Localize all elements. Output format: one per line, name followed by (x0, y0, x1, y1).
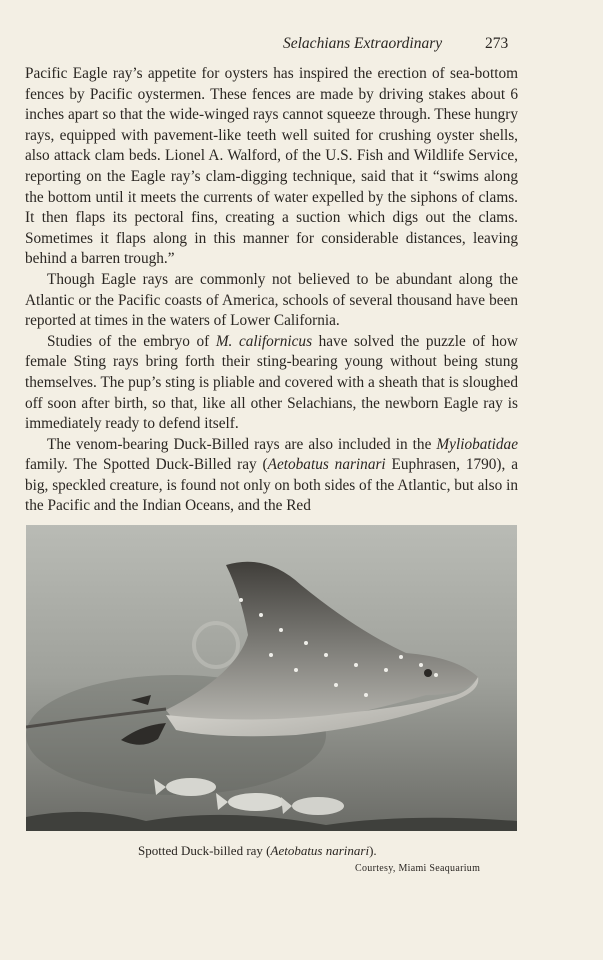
ray-photo-illustration (26, 525, 517, 831)
photograph-spotted-duck-billed-ray (26, 525, 517, 831)
body-paragraph (25, 435, 518, 517)
text-run: Pacific Eagle ray’s appetite for oysters has inspired the erection of sea-bottom fences by Pacific oystermen. These fences are made by driving stakes about 6 inches apart so that the wide-winged rays cannot squeeze through. These hungry rays, equipped with pavement-like teeth well suited for crushing oyster shells, also attack clam beds. Lionel A. Walford, of the U.S. Fish and Wildlife Service, reporting on the Eagle ray’s clam-digging technique, said that it “swims along the bottom until it meets the currents of water expelled by the siphons of clams. It then flaps its pectoral fins, creating a suction which digs out the clams. Sometimes it flaps along in this manner for considerable distances, leaving behind a barren trough.” (25, 65, 518, 268)
photo-credit: Courtesy, Miami Seaquarium (355, 863, 481, 874)
caption-prefix: Spotted Duck-billed ray ( (138, 843, 271, 858)
body-text (25, 64, 518, 517)
italic-term: M. californicus (215, 332, 313, 350)
text-run: have solved the puzzle of how female Sting rays bring forth their sting-bearing young without being stung themselves. The pup’s sting is pliable and covered with a sheath that is sloughed off soon after birth, so that, like all other Selachians, the newborn Eagle ray is immediately ready to defend itself. (25, 332, 518, 433)
body-paragraph (25, 270, 518, 332)
fish (166, 778, 216, 796)
text-run: Though Eagle rays are commonly not believed to be abundant along the Atlantic or the Pacific coasts of America, schools of several thousand have been reported at times in the waters of Lower California. (25, 270, 518, 330)
text-run: Studies of the embryo of (47, 332, 216, 350)
body-paragraph (25, 64, 518, 270)
fish (228, 793, 284, 811)
caption-species: Aetobatus narinari (270, 843, 370, 858)
caption-suffix: ). (369, 843, 377, 858)
page-number: 273 (485, 35, 509, 52)
italic-term: Myliobatidae (436, 435, 518, 453)
italic-term: Aetobatus narinari (267, 456, 386, 474)
text-run: The venom-bearing Duck-Billed rays are also included in the (47, 435, 437, 453)
body-paragraph (25, 332, 518, 435)
fish (292, 797, 344, 815)
running-title: Selachians Extraordinary (283, 35, 443, 52)
text-run: Euphrasen, 1790), a big, speckled creature, is found not only on both sides of the Atlantic, but also in the Pacific and the Indian Oceans, and the Red (25, 456, 518, 515)
caption-line (138, 843, 377, 859)
ray-eye (424, 669, 432, 677)
running-header (0, 34, 603, 54)
text-run: family. The Spotted Duck-Billed ray ( (25, 456, 268, 474)
